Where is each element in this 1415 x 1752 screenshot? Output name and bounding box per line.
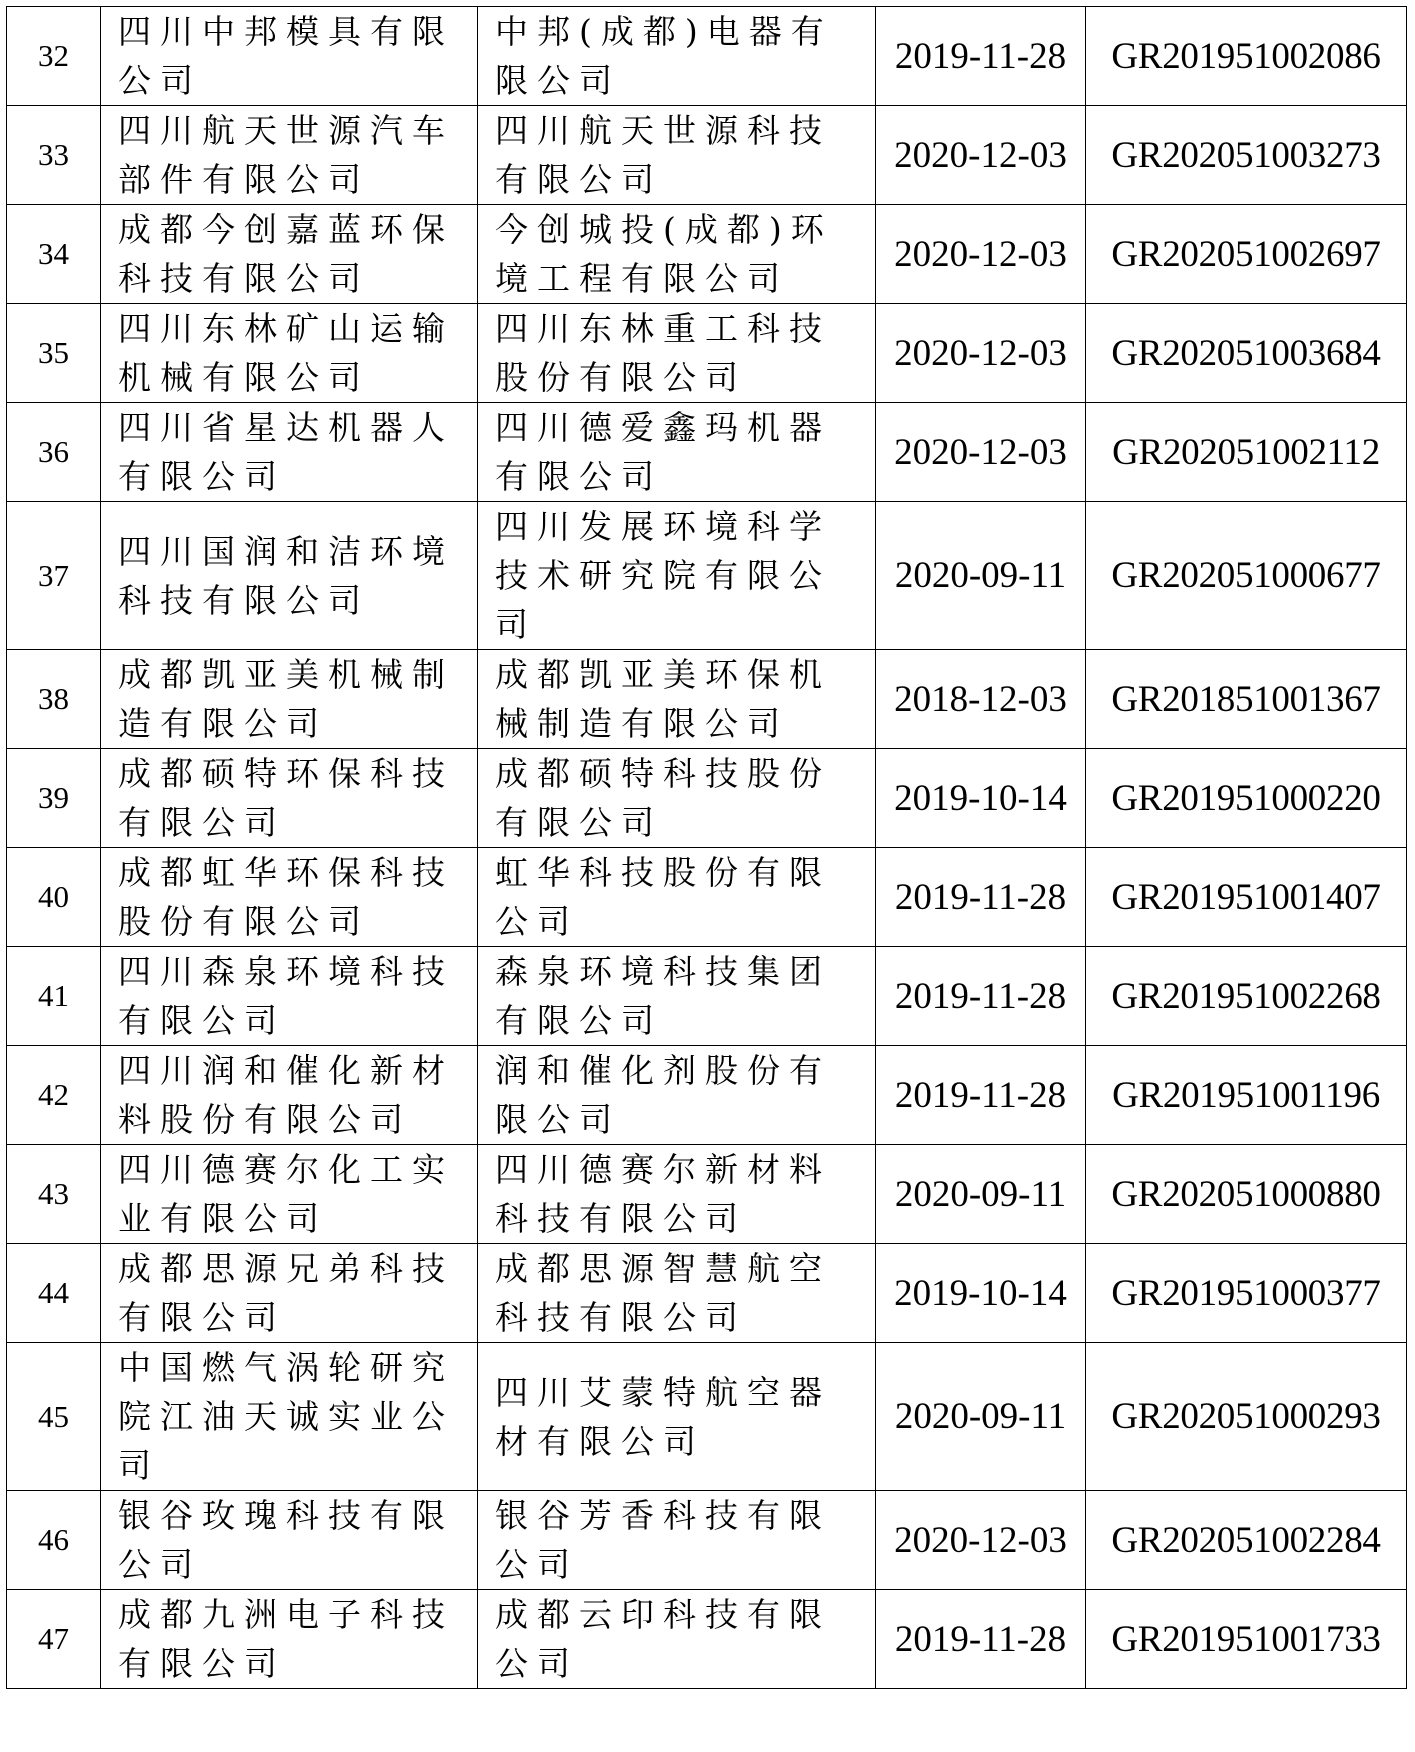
table-row: [7, 947, 1407, 1046]
certificate-number-cell: GR202051002112: [1086, 403, 1407, 502]
original-company-name-cell: 银谷玫瑰科技有限公司: [101, 1491, 478, 1590]
certificate-number-cell: GR201951001196: [1086, 1046, 1407, 1145]
certificate-date-cell: 2019-11-28: [876, 1046, 1086, 1145]
original-company-name-cell: 四川东林矿山运输机械有限公司: [101, 304, 478, 403]
certificate-number-cell: GR201851001367: [1086, 650, 1407, 749]
row-index-cell: 33: [7, 106, 101, 205]
certificate-date-cell: 2019-11-28: [876, 7, 1086, 106]
table-row: [7, 650, 1407, 749]
certificate-date-cell: 2019-11-28: [876, 1590, 1086, 1689]
certificate-date-cell: 2020-12-03: [876, 1491, 1086, 1590]
certificate-date-cell: 2020-09-11: [876, 1343, 1086, 1491]
new-company-name-cell: 银谷芳香科技有限公司: [478, 1491, 876, 1590]
new-company-name-cell: 四川东林重工科技股份有限公司: [478, 304, 876, 403]
original-company-name-cell: 成都九洲电子科技有限公司: [101, 1590, 478, 1689]
new-company-name-cell: 今创城投(成都)环境工程有限公司: [478, 205, 876, 304]
row-index-cell: 42: [7, 1046, 101, 1145]
row-index-cell: 44: [7, 1244, 101, 1343]
certificate-date-cell: 2020-12-03: [876, 403, 1086, 502]
certificate-number-cell: GR202051002697: [1086, 205, 1407, 304]
original-company-name-cell: 成都凯亚美机械制造有限公司: [101, 650, 478, 749]
table-row: [7, 848, 1407, 947]
certificate-date-cell: 2019-10-14: [876, 1244, 1086, 1343]
table-body: [7, 7, 1407, 1689]
row-index-cell: 34: [7, 205, 101, 304]
certificate-number-cell: GR201951000377: [1086, 1244, 1407, 1343]
original-company-name-cell: 四川国润和洁环境科技有限公司: [101, 502, 478, 650]
table-row: [7, 502, 1407, 650]
new-company-name-cell: 森泉环境科技集团有限公司: [478, 947, 876, 1046]
certificate-number-cell: GR202051002284: [1086, 1491, 1407, 1590]
certificate-number-cell: GR201951002086: [1086, 7, 1407, 106]
new-company-name-cell: 成都云印科技有限公司: [478, 1590, 876, 1689]
original-company-name-cell: 成都虹华环保科技股份有限公司: [101, 848, 478, 947]
table-row: [7, 7, 1407, 106]
original-company-name-cell: 成都硕特环保科技有限公司: [101, 749, 478, 848]
table-row: [7, 1491, 1407, 1590]
certificate-number-cell: GR201951002268: [1086, 947, 1407, 1046]
original-company-name-cell: 四川省星达机器人有限公司: [101, 403, 478, 502]
company-rename-table: [6, 6, 1407, 1689]
row-index-cell: 35: [7, 304, 101, 403]
row-index-cell: 38: [7, 650, 101, 749]
row-index-cell: 46: [7, 1491, 101, 1590]
new-company-name-cell: 润和催化剂股份有限公司: [478, 1046, 876, 1145]
row-index-cell: 32: [7, 7, 101, 106]
table-row: [7, 205, 1407, 304]
new-company-name-cell: 四川发展环境科学技术研究院有限公司: [478, 502, 876, 650]
original-company-name-cell: 中国燃气涡轮研究院江油天诚实业公司: [101, 1343, 478, 1491]
original-company-name-cell: 四川德赛尔化工实业有限公司: [101, 1145, 478, 1244]
new-company-name-cell: 虹华科技股份有限公司: [478, 848, 876, 947]
table-row: [7, 403, 1407, 502]
original-company-name-cell: 成都今创嘉蓝环保科技有限公司: [101, 205, 478, 304]
certificate-date-cell: 2019-11-28: [876, 848, 1086, 947]
row-index-cell: 45: [7, 1343, 101, 1491]
table-row: [7, 1343, 1407, 1491]
table-row: [7, 1244, 1407, 1343]
row-index-cell: 37: [7, 502, 101, 650]
table-row: [7, 1145, 1407, 1244]
certificate-date-cell: 2019-11-28: [876, 947, 1086, 1046]
table-row: [7, 106, 1407, 205]
table-row: [7, 1046, 1407, 1145]
certificate-date-cell: 2020-09-11: [876, 502, 1086, 650]
certificate-number-cell: GR202051003684: [1086, 304, 1407, 403]
row-index-cell: 43: [7, 1145, 101, 1244]
new-company-name-cell: 四川德爱鑫玛机器有限公司: [478, 403, 876, 502]
table-row: [7, 749, 1407, 848]
certificate-date-cell: 2020-12-03: [876, 304, 1086, 403]
table-row: [7, 304, 1407, 403]
certificate-number-cell: GR202051000880: [1086, 1145, 1407, 1244]
certificate-date-cell: 2020-12-03: [876, 106, 1086, 205]
original-company-name-cell: 四川航天世源汽车部件有限公司: [101, 106, 478, 205]
original-company-name-cell: 四川润和催化新材料股份有限公司: [101, 1046, 478, 1145]
original-company-name-cell: 四川森泉环境科技有限公司: [101, 947, 478, 1046]
certificate-date-cell: 2020-12-03: [876, 205, 1086, 304]
new-company-name-cell: 中邦(成都)电器有限公司: [478, 7, 876, 106]
certificate-number-cell: GR202051003273: [1086, 106, 1407, 205]
row-index-cell: 39: [7, 749, 101, 848]
certificate-date-cell: 2018-12-03: [876, 650, 1086, 749]
certificate-number-cell: GR201951001407: [1086, 848, 1407, 947]
new-company-name-cell: 四川艾蒙特航空器材有限公司: [478, 1343, 876, 1491]
certificate-number-cell: GR201951000220: [1086, 749, 1407, 848]
certificate-number-cell: GR202051000293: [1086, 1343, 1407, 1491]
certificate-number-cell: GR201951001733: [1086, 1590, 1407, 1689]
row-index-cell: 36: [7, 403, 101, 502]
certificate-number-cell: GR202051000677: [1086, 502, 1407, 650]
certificate-date-cell: 2019-10-14: [876, 749, 1086, 848]
row-index-cell: 47: [7, 1590, 101, 1689]
certificate-date-cell: 2020-09-11: [876, 1145, 1086, 1244]
original-company-name-cell: 四川中邦模具有限公司: [101, 7, 478, 106]
table-row: [7, 1590, 1407, 1689]
new-company-name-cell: 成都凯亚美环保机械制造有限公司: [478, 650, 876, 749]
new-company-name-cell: 成都硕特科技股份有限公司: [478, 749, 876, 848]
row-index-cell: 40: [7, 848, 101, 947]
new-company-name-cell: 成都思源智慧航空科技有限公司: [478, 1244, 876, 1343]
new-company-name-cell: 四川航天世源科技有限公司: [478, 106, 876, 205]
original-company-name-cell: 成都思源兄弟科技有限公司: [101, 1244, 478, 1343]
new-company-name-cell: 四川德赛尔新材料科技有限公司: [478, 1145, 876, 1244]
row-index-cell: 41: [7, 947, 101, 1046]
